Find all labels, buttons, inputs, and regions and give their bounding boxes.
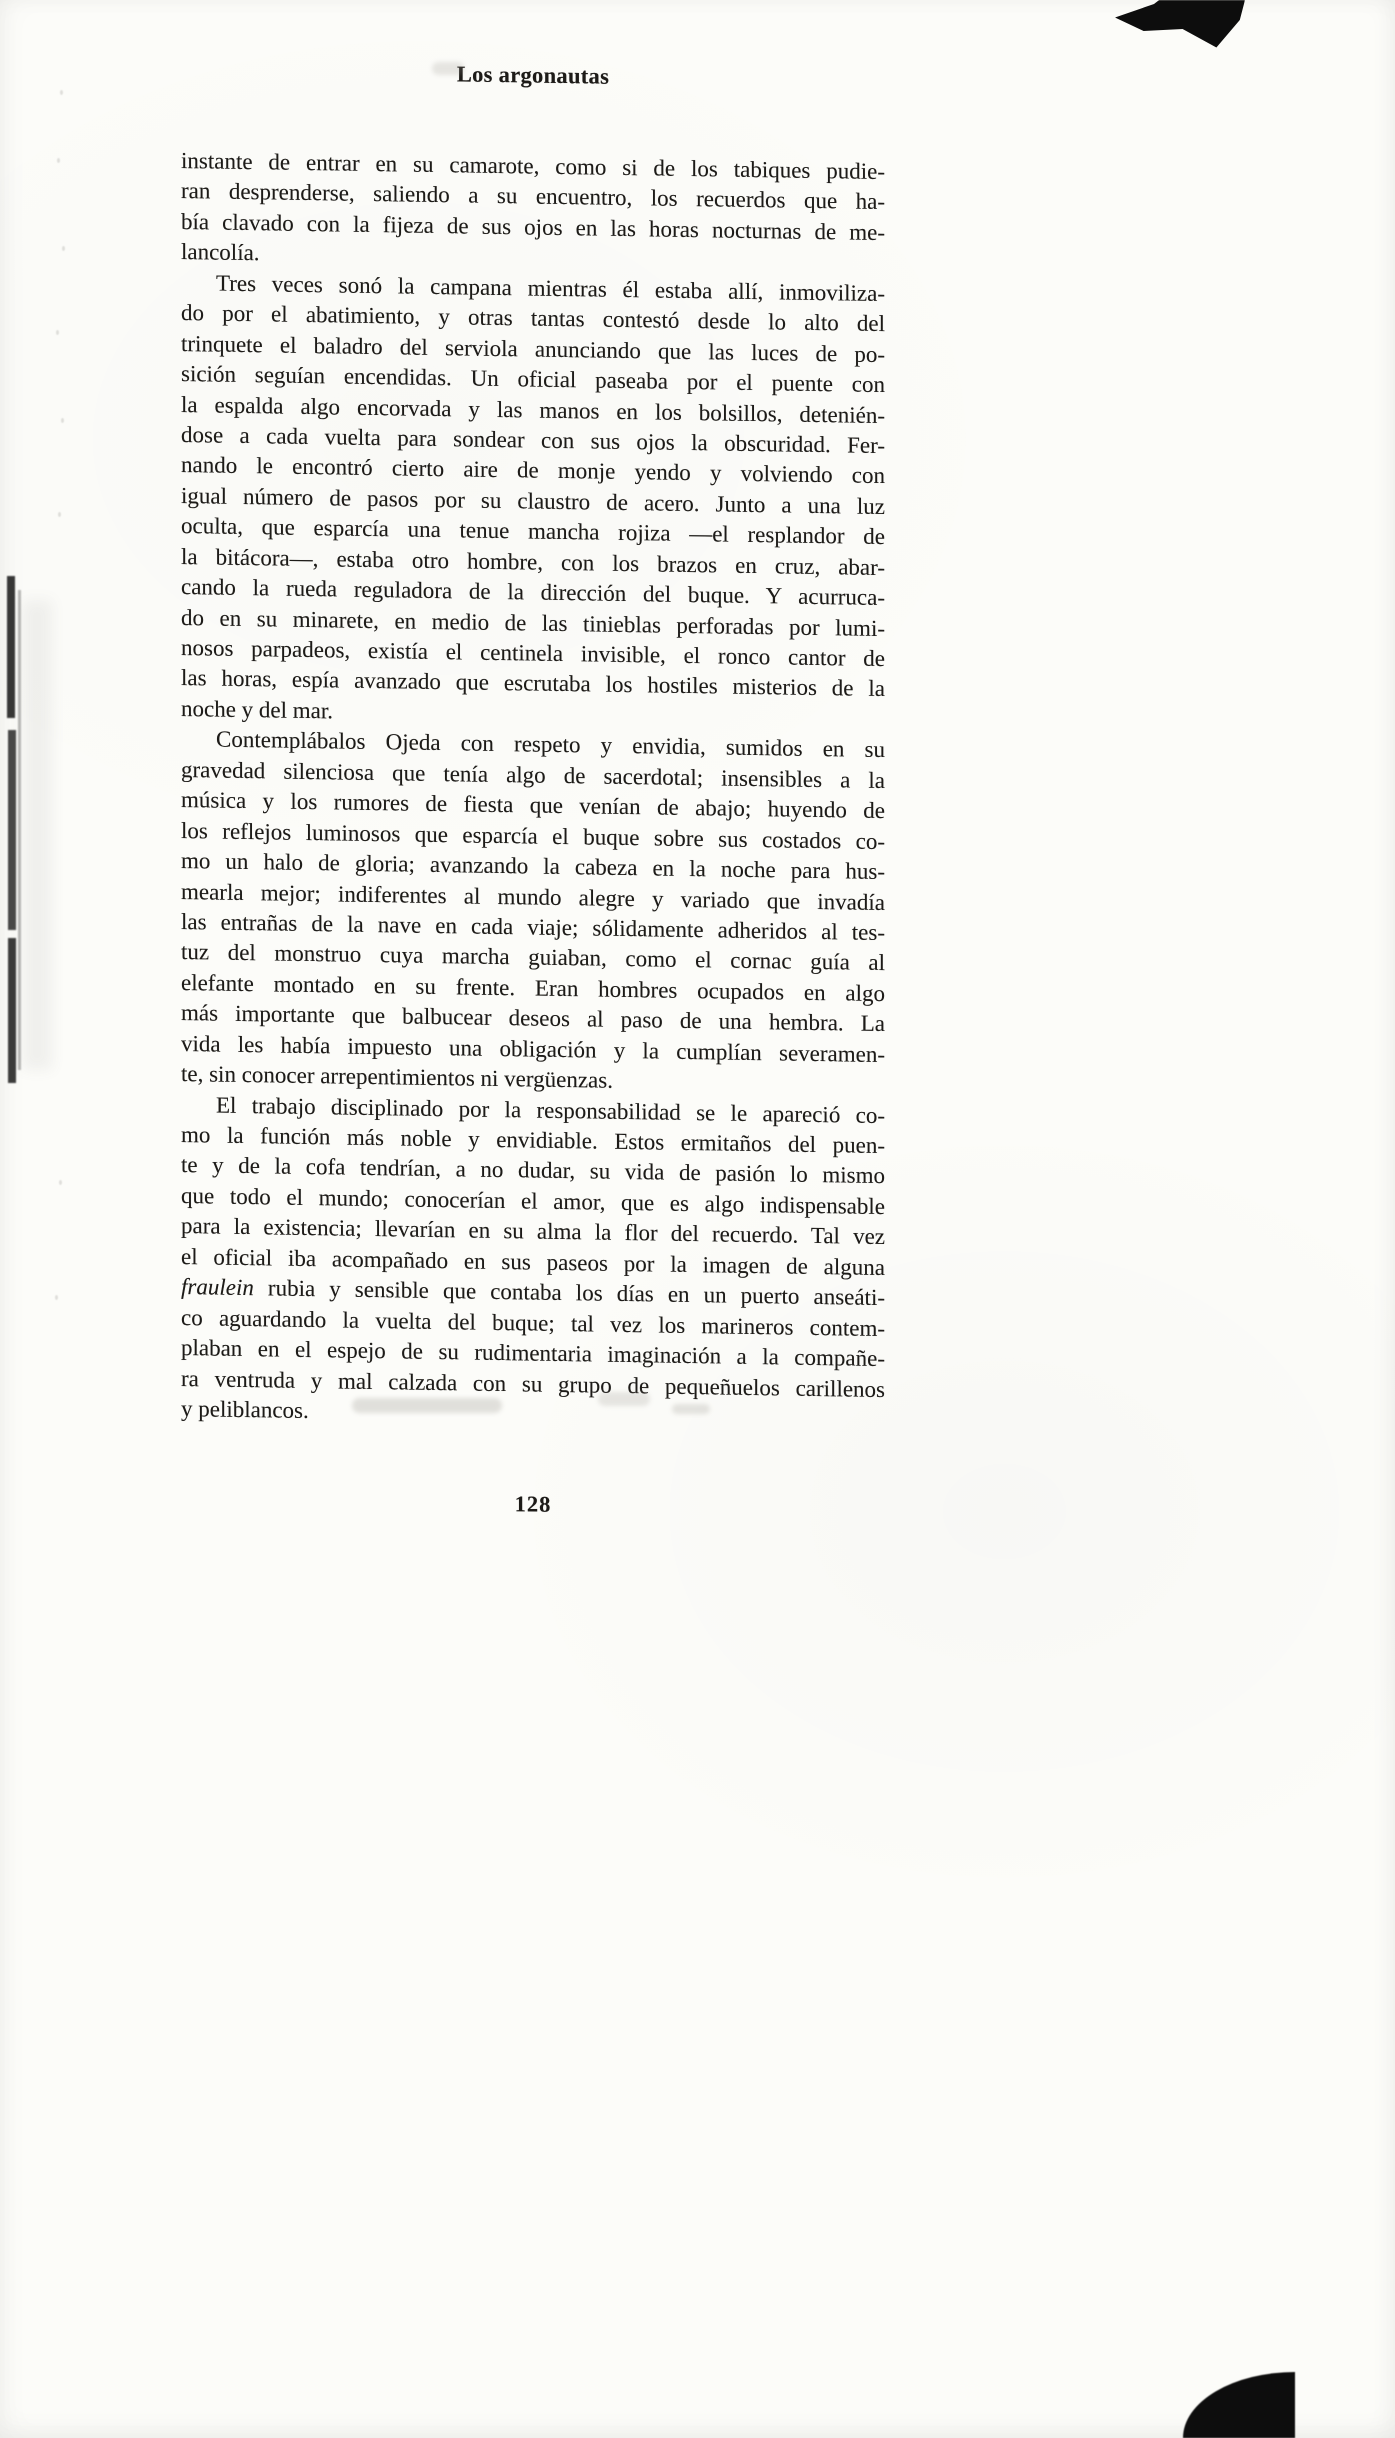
text-line: gravedad silenciosa que tenía algo de sacerdotal; insensibles a la: [181, 756, 885, 793]
text-line: más importante que balbucear deseos al paso de una hembra. La: [181, 1000, 885, 1037]
page-number: 128: [514, 1491, 552, 1517]
paragraph: [181, 1090, 885, 1436]
text-line: do en su minarete, en medio de las tinieblas perforadas por lumi-: [181, 604, 885, 641]
text-line: los reflejos luminosos que esparcía el buque sobre sus costados co-: [181, 817, 885, 854]
scan-speck: [55, 1295, 58, 1300]
scan-edge-bar: [18, 590, 21, 1070]
scan-edge-bar: [7, 576, 15, 718]
text-line: lancolía.: [181, 239, 260, 266]
text-line: oculta, que esparcía una tenue mancha rojiza —el resplandor de: [181, 513, 885, 550]
text-line: igual número de pasos por su claustro de acero. Junto a una luz: [181, 482, 885, 519]
paragraph: [181, 268, 885, 736]
scan-smudge: [672, 1404, 710, 1414]
text-line: Tres veces sonó la campana mientras él estaba allí, inmoviliza-: [216, 270, 885, 306]
text-line: las horas, espía avanzado que escrutaba los hostiles misterios de la: [181, 665, 885, 702]
paragraph: [181, 146, 885, 279]
text-line: y peliblancos.: [181, 1395, 309, 1423]
scan-smudge: [352, 1398, 502, 1413]
scan-speck: [60, 90, 63, 95]
scan-speck: [62, 246, 65, 251]
text-line: elefante montado en su frente. Eran hombres ocupados en algo: [181, 969, 885, 1006]
text-line: ra ventruda y mal calzada con su grupo de pequeñuelos carillenos: [181, 1365, 885, 1402]
text-line: do por el abatimiento, y otras tantas contestó desde lo alto del: [181, 300, 885, 337]
page-text: [181, 146, 885, 1435]
scan-speck: [61, 418, 64, 423]
text-line: noche y del mar.: [181, 695, 334, 724]
text-line: fraulein rubia y sensible que contaba los días en un puerto anseáti-: [181, 1274, 885, 1311]
text-line: música y los rumores de fiesta que venían de abajo; huyendo de: [181, 787, 885, 824]
running-header: Los argonautas: [456, 61, 610, 89]
scan-smudge: [598, 1392, 650, 1406]
text-line: El trabajo disciplinado por la responsabilidad se le apareció co-: [216, 1092, 885, 1128]
text-line: para la existencia; llevarían en su alma la flor del recuerdo. Tal vez: [181, 1213, 885, 1250]
text-line: plaban en el espejo de su rudimentaria imaginación a la compañe-: [181, 1335, 885, 1372]
text-line: mearla mejor; indiferentes al mundo alegre y variado que invadía: [181, 878, 885, 915]
scan-corner-mark-bottom-right: [1183, 2372, 1295, 2438]
text-line: instante de entrar en su camarote, como si de los tabiques pudie-: [181, 148, 885, 185]
scan-speck: [59, 1180, 62, 1185]
scan-edge-bar: [8, 730, 16, 930]
scan-speck: [56, 330, 59, 335]
text-line: trinquete el baladro del serviola anunciando que las luces de po-: [181, 330, 885, 367]
text-line: mo un halo de gloria; avanzando la cabeza en la noche para hus-: [181, 848, 885, 885]
scan-edge-bar: [8, 938, 16, 1083]
text-line: que todo el mundo; conocerían el amor, que es algo indispensable: [181, 1182, 885, 1219]
text-line: las entrañas de la nave en cada viaje; sólidamente adheridos al tes-: [181, 908, 885, 945]
scan-smudge: [432, 62, 464, 75]
text-line: co aguardando la vuelta del buque; tal vez los marineros contem-: [181, 1304, 885, 1341]
paragraph: [181, 724, 885, 1100]
text-line: nosos parpadeos, existía el centinela invisible, el ronco cantor de: [181, 635, 885, 672]
text-line: Contemplábalos Ojeda con respeto y envidia, sumidos en su: [216, 726, 885, 763]
scan-corner-mark-top-right: [1115, 0, 1245, 50]
text-line: mo la función más noble y envidiable. Estos ermitaños del puen-: [181, 1122, 885, 1159]
text-line: el oficial iba acompañado en sus paseos por la imagen de alguna: [181, 1243, 885, 1280]
text-line: la bitácora—, estaba otro hombre, con los brazos en cruz, abar-: [181, 543, 885, 580]
text-line: ran desprenderse, saliendo a su encuentro, los recuerdos que ha-: [181, 178, 885, 215]
text-line: vida les había impuesto una obligación y la cumplían severamen-: [181, 1030, 885, 1067]
text-line: cando la rueda reguladora de la dirección del buque. Y acurruca-: [181, 574, 885, 611]
scan-speck: [57, 158, 60, 163]
page-content: [181, 0, 885, 2438]
text-line: tuz del monstruo cuya marcha guiaban, como el cornac guía al: [181, 939, 885, 976]
text-line: te, sin conocer arrepentimientos ni vergüenzas.: [181, 1061, 613, 1093]
scan-edge-haze: [22, 600, 52, 1070]
text-line: dose a cada vuelta para sondear con sus ojos la obscuridad. Fer-: [181, 421, 885, 458]
text-line: te y de la cofa tendrían, a no dudar, su vida de pasión lo mismo: [181, 1152, 885, 1189]
text-line: la espalda algo encorvada y las manos en los bolsillos, detenién-: [181, 391, 885, 428]
text-line: nando le encontró cierto aire de monje yendo y volviendo con: [181, 452, 885, 489]
text-line: sición seguían encendidas. Un oficial paseaba por el puente con: [181, 361, 885, 398]
text-line: bía clavado con la fijeza de sus ojos en las horas nocturnas de me-: [181, 208, 885, 245]
scan-speck: [58, 512, 61, 517]
